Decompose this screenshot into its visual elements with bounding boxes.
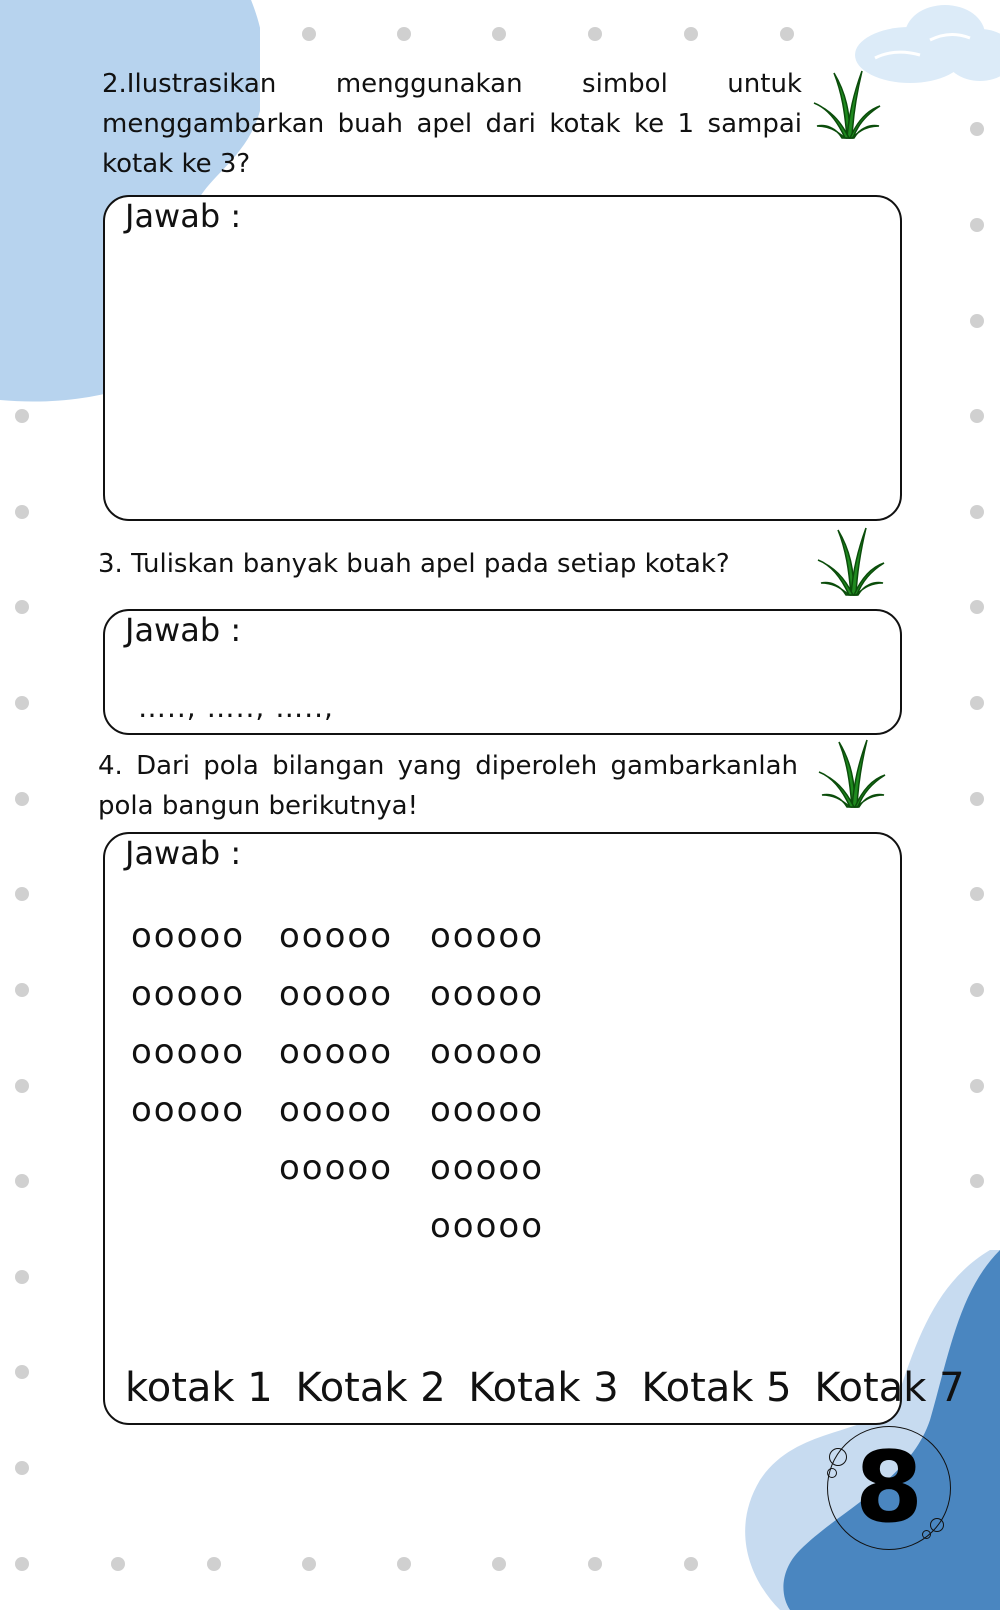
pattern-row: ooooo (131, 974, 246, 1014)
question-4-text: 4. Dari pola bilangan yang diperoleh gambarkanlah pola bangun berikutnya! (98, 751, 798, 821)
decor-dot (492, 27, 506, 41)
decor-dot (970, 1079, 984, 1093)
decor-dot (15, 600, 29, 614)
pattern-row: ooooo (279, 1148, 394, 1188)
decor-dot (970, 792, 984, 806)
answer-label: Jawab : (125, 834, 242, 872)
pattern-row: ooooo (279, 916, 394, 956)
decor-ring (827, 1468, 837, 1478)
decor-dot (684, 1557, 698, 1571)
answer-label: Jawab : (125, 611, 242, 649)
box-label: Kotak 2 (295, 1365, 446, 1411)
decor-dot (970, 409, 984, 423)
pattern-column-1 (131, 907, 245, 1139)
pattern-row: ooooo (430, 1148, 545, 1188)
decor-dot (15, 1557, 29, 1571)
decor-dot (302, 1557, 316, 1571)
decor-dot (15, 1174, 29, 1188)
decor-dot (970, 887, 984, 901)
pattern-row: ooooo (131, 916, 246, 956)
box-labels-row (125, 1364, 975, 1412)
grass-icon (817, 737, 887, 809)
decor-ring (922, 1530, 931, 1539)
pattern-row: ooooo (430, 916, 545, 956)
grass-icon (812, 68, 882, 140)
decor-dot (780, 27, 794, 41)
decor-dot (684, 27, 698, 41)
decor-dot (111, 1557, 125, 1571)
answer-box-q3[interactable] (103, 609, 902, 735)
question-2-text: 2.Ilustrasikan menggunakan simbol untuk menggambarkan buah apel dari kotak ke 1 sampai kotak ke 3? (102, 69, 802, 179)
decor-dot (970, 314, 984, 328)
answer-blanks: ….., ….., ….., (138, 691, 334, 724)
pattern-row: ooooo (430, 974, 545, 1014)
decor-ring (829, 1448, 847, 1466)
decor-ring (930, 1518, 944, 1532)
pattern-row: ooooo (279, 974, 394, 1014)
decor-dot (970, 600, 984, 614)
pattern-row: ooooo (430, 1090, 545, 1130)
decor-dot (207, 1557, 221, 1571)
decor-dot (15, 505, 29, 519)
decor-dot (588, 1557, 602, 1571)
grass-icon (816, 525, 886, 597)
decor-dot (15, 983, 29, 997)
decor-dot (15, 696, 29, 710)
pattern-row: ooooo (131, 1032, 246, 1072)
decor-dot (588, 27, 602, 41)
pattern-row: ooooo (430, 1206, 545, 1246)
decor-dot (970, 218, 984, 232)
decor-dot (15, 409, 29, 423)
decor-dot (970, 1174, 984, 1188)
answer-box-q4[interactable] (103, 832, 965, 1425)
decor-dot (970, 983, 984, 997)
box-label: Kotak 3 (468, 1365, 619, 1411)
decor-dot (492, 1557, 506, 1571)
answer-label: Jawab : (125, 197, 242, 235)
decor-dot (970, 122, 984, 136)
page-number: 8 (827, 1426, 951, 1550)
pattern-row: ooooo (279, 1090, 394, 1130)
pattern-row: ooooo (279, 1032, 394, 1072)
box-label: Kotak 7 (814, 1365, 965, 1411)
decor-dot (970, 505, 984, 519)
pattern-column-3 (430, 907, 544, 1255)
decor-dot (397, 27, 411, 41)
decor-dot (15, 1079, 29, 1093)
decor-dot (15, 1365, 29, 1379)
decor-dot (15, 1270, 29, 1284)
box-label: kotak 1 (125, 1365, 273, 1411)
decor-dot (397, 1557, 411, 1571)
decor-dot (302, 27, 316, 41)
decor-dot (15, 887, 29, 901)
decor-dot (15, 1461, 29, 1475)
pattern-row: ooooo (430, 1032, 545, 1072)
decor-dot (15, 792, 29, 806)
pattern-row: ooooo (131, 1090, 246, 1130)
pattern-column-2 (279, 907, 393, 1197)
question-3-text: 3. Tuliskan banyak buah apel pada setiap kotak? (98, 549, 730, 579)
decor-dot (970, 696, 984, 710)
answer-box-q2[interactable] (103, 195, 902, 521)
box-label: Kotak 5 (641, 1365, 792, 1411)
